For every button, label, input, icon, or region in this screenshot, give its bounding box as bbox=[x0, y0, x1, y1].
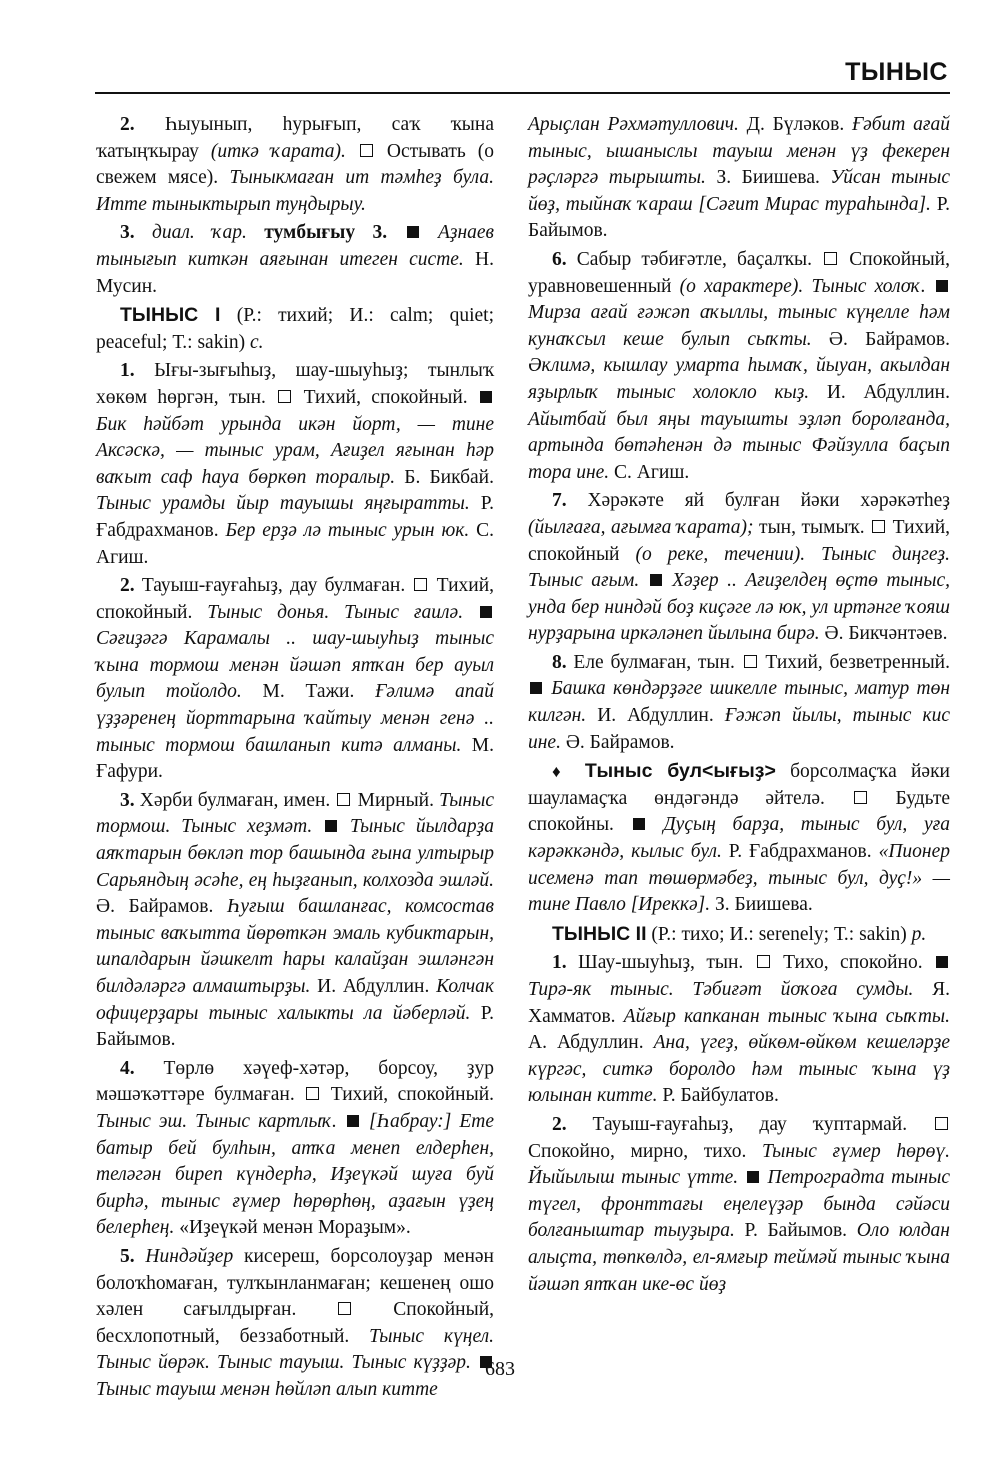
russian-equivalent-marker-icon bbox=[338, 1302, 351, 1315]
sense-6: 6. Сабыр тәбиғәтле, баҫалҡы. Спокойный, уравновешенный (о характере). Тыныс холоҡ. Мирза ағай ғәжәп аҡыллы, тыныс күңелле һәм кунаҡсыл кеше булып сыҡты. Ә. Байрамов. Әклимә, кышлау умарта һымаҡ, йыуан, акылдан яҙырлыҡ тыныс холоклo кыҙ. И. Абдуллин. Айытбай был яңы тауышты эҙләп боролғанда, артында бөтәһенән дә тыныс Фәйзулла баҫып тора ине. С. Агиш. bbox=[528, 248, 950, 483]
russian-equivalent-marker-icon bbox=[360, 144, 373, 157]
sense-2-continued: 2. Һыуынып, һурығып, саҡ ҡына ҡатыңҡырау (иткә ҡарата). Остывать (о свежем мясе). Тыныкмаған ит тәмһеҙ була. Итте тыныктырып туңдырыу. bbox=[96, 114, 495, 215]
example-marker-icon bbox=[747, 1171, 759, 1183]
right-column bbox=[528, 112, 950, 1300]
sense-7: 7. Хәрәкәте яй булған йәки хәрәкәтһеҙ (йылғаға, ағымға ҡарата); тын, тымыҡ. Тихий, спокойный (о реке, течении). Тыныс диңгеҙ. Тыныс ағым. Хәҙер .. Ағиҙелдең өҫтө тыныс, унда бер ниндәй боҙ киҫәге лә юк, ул иртәнге ҡояш нурҙарына иркәләнеп йылына бирә. Ә. Бикчәнтәев. bbox=[528, 490, 951, 645]
running-head: ТЫНЫС bbox=[845, 58, 948, 86]
headword-tynys-2: ТЫНЫС II (Р.: тихо; И.: serenely; Т.: sakin) р. bbox=[552, 922, 927, 945]
russian-equivalent-marker-icon bbox=[824, 252, 837, 265]
headword-tynys-1: ТЫНЫС I (Р.: тихий; И.: calm; quiet; peaceful; Т.: sakin) с. bbox=[96, 304, 494, 353]
page-number: 683 bbox=[485, 1358, 515, 1380]
sense-3: 3. Хәрби булмаған, имен. Мирный. Тыныс тормош. Тыныс хеҙмәт. Тыныс йылдарҙа аяҡтарын бөкләп тор башында ғына ултырыр Сарьяндың әсәһе, ең һыҙғанып, колхозда эшләй. Ә. Байрамов. Һуғыш башланғас, комсостав тыныс ваҡытта йөрөткән эмаль кубиктарын, шпалдарын йәшкелт һары калайҙан эшләнгән билдәләргә алмаштырҙы. И. Абдуллин. Колчак офицерҙары тыныс халыкты ла йәберләй. Р. Байымов. bbox=[96, 789, 495, 1051]
example-marker-icon bbox=[530, 682, 542, 694]
russian-equivalent-marker-icon bbox=[872, 520, 885, 533]
example-marker-icon bbox=[633, 818, 645, 830]
sense-8: 8. Еле булмаған, тын. Тихий, безветренный. Башка көндәрҙәге шикелле тыныс, матур төн килгән. И. Абдуллин. Ғәжәп йылы, тыныс кис ине. Ә. Байрамов. bbox=[528, 651, 951, 753]
russian-equivalent-marker-icon bbox=[744, 655, 757, 668]
example-marker-icon bbox=[407, 226, 419, 238]
example-marker-icon bbox=[650, 574, 662, 586]
example-marker-icon bbox=[480, 391, 492, 403]
russian-equivalent-marker-icon bbox=[337, 793, 350, 806]
example-marker-icon bbox=[480, 606, 492, 618]
sense-3-dialect: 3. диал. ҡар. тумбығыу 3. Аҙнаев тынығып киткән аяғынан итеген систе. Н. Мусин. bbox=[96, 222, 495, 297]
adverb-sense-1: 1. Шау-шыуһыҙ, тын. Тихо, спокойно. Тирә-як тыныс. Тәбиғәт йоҡоға сумды. Я. Хамматов. Айғыр капканан тыныс ҡына сыҡты. А. Абдуллин. Ана, үгеҙ, өйкөм-өйкөм кешеләрҙе күргәс, ситкә боролдо һәм тыныс ҡына үҙ юлынан китте. Р. Байбулатов. bbox=[528, 952, 951, 1107]
example-marker-icon bbox=[347, 1115, 359, 1127]
russian-equivalent-marker-icon bbox=[935, 1117, 948, 1130]
russian-equivalent-marker-icon bbox=[854, 791, 867, 804]
phrase-marker-icon: ♦ bbox=[552, 762, 571, 782]
sense-2: 2. Тауыш-ғауғаһыҙ, дау булмаған. Тихий, спокойный. Тыныс донья. Тыныс ғаилә. Сәғиҙәгә Карамалы .. шау-шыуһыҙ тыныс ҡына тормош менән йәшәп ятҡан бер ауыл булып тойолдо. М. Тажи. Ғәлимә апай үҙҙәренең йорттарына ҡайтыу менән генә .. тыныс тормош башланып китә алманы. М. Ғафури. bbox=[96, 575, 495, 783]
russian-equivalent-marker-icon bbox=[278, 390, 291, 403]
phrase-tynys-bul: ♦ Тыныс бул<ығыҙ> борсолмаҫҡа йәки шауламаҫҡа өндәгәндә әйтелә. Будьте спокойны. Дуҫың барҙа, тыныс бул, уға кәрәккәндә, кылыс бул. Р. Ғабдрахманов. «Пионер исеменә тап төшөрмәбеҙ, тыныс бул, дуҫ!» — тине Павло [Иреккә]. З. Биишева. bbox=[528, 760, 950, 916]
example-marker-icon bbox=[936, 956, 948, 968]
left-column bbox=[96, 112, 494, 1406]
sense-5-continued: Арыҫлан Рәхмәтуллович. Д. Бүләков. Ғәбит ағай тыныс, ышанысльı тауыш менән үҙ фекерен рәҫләргә тырышты. З. Биишева. Уйсан тыныс йөҙ, тыйнаҡ ҡараш [Сәғит Мирас тураһында]. Р. Байымов. bbox=[528, 114, 951, 242]
russian-equivalent-marker-icon bbox=[414, 578, 427, 591]
russian-equivalent-marker-icon bbox=[757, 955, 770, 968]
russian-equivalent-marker-icon bbox=[306, 1087, 319, 1100]
example-marker-icon bbox=[936, 280, 948, 292]
sense-1: 1. Ығы-зығыһыҙ, шау-шыуһыҙ; тынлыҡ хөкөм һөргән, тын. Тихий, спокойный. Бик һәйбәт урында икән йорт, — тине Аксәскә, — тыныс урам, Ағиҙел яғынан һәр ваҡыт саф һауа бөркөп торалыр. Б. Бикбай. Тыныс урамды йыр тауышы яңғыратты. Р. Ғабдрахманов. Бер ерҙә лә тыныс урын юк. С. Агиш. bbox=[96, 360, 495, 568]
sense-4: 4. Төрлө хәүеф-хәтәр, борсоу, ҙур мәшәҡәттәре булмаған. Тихий, спокойный. Тыныс эш. Тыныс картлыҡ. [Һабрау:] Ете батыр бей булһын, атҡа менеп елдерһен, теләгән биреп күндерһә, Иҙеүкәй шуға буй бирһә, тыныс ғүмер һөрөрһөң, аҙағын үҙең белерһең. «Иҙеүкәй менән Мораҙым». bbox=[96, 1057, 495, 1239]
example-marker-icon bbox=[325, 820, 337, 832]
sense-5: 5. Ниндәйҙер кисереш, борсолоуҙар менән болоҡһомаған, тулҡынланмаған; кешенең ошо хәлен сағылдырған. Спокойный, бесхлопотный, беззаботный. Тыныс күңел. Тыныс йөрәк. Тыныс тауыш. Тыныс күҙҙәр. Тыныс тауыш менән һөйләп алып китте bbox=[96, 1245, 495, 1400]
adverb-sense-2: 2. Тауыш-ғауғаһыҙ, дау ҡуптармай. Спокойно, мирно, тихо. Тыныс ғүмер һөрөү. Йыйылыш тыныс үтте. Петроградта тыныс түгел, фронттағы еңелеүҙәр бында сәйәси болғаныштар тыуҙыра. Р. Байымов. Оло юлдан алыҫта, төпкөлдә, ел-ямғыр теймәй тыныс ҡына йәшәп ятҡан ике-өс йөҙ bbox=[528, 1113, 950, 1295]
header-rule bbox=[95, 92, 950, 94]
